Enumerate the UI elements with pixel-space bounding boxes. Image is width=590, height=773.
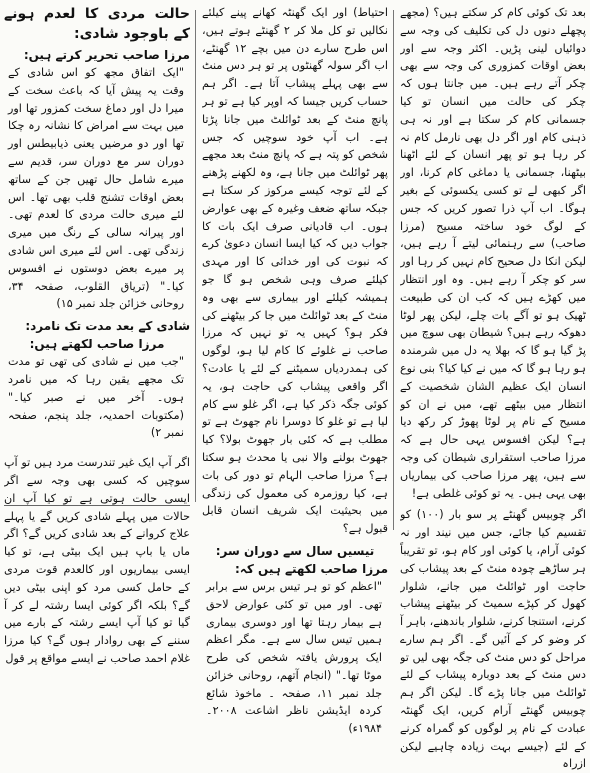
- urdu-document-page: [4, 4, 586, 769]
- section-heading: شادی کے بعد مدت تک نامرد:: [25, 319, 190, 334]
- block-quote: "جب میں نے شادی کی تھی تو مدت تک مجھے یقین رہا کہ میں نامرد ہوں۔ آخر میں نے صبر کیا۔" (مکتوبات احمدیہ، جلد پنجم، صفحہ نمبر ۲): [8, 355, 184, 440]
- horizontal-divider: [4, 505, 190, 506]
- section-heading: حالت مردی کا لعدم ہونے کے باوجود شادی:: [4, 6, 190, 42]
- paragraph: اگر چوبیس گھنٹے پر سو بار (۱۰۰) کو تقسیم کیا جائے، جس میں نیند اور نہ کوئی آرام، یا کوئی اور کام ہو، تو تقریباً ہر ساڑھے چودہ منٹ کے بعد پیشاب کی حاجت اور ٹوائلٹ میں جانے، شلوار کھول کر کپڑے سمیٹ کر بیٹھنے پیشاب کرنے، استنجا کرنے، شلوار باندھنے، باہر آ کر وضو کر کے آئیں گے۔ اگر ہم سارے مراحل کو دس منٹ کی جگہ بھی لیں تو دس منٹ کے بعد دوبارہ پیشاب کے لئے ٹوائلٹ میں جانا پڑے گا۔ لیکن اگر ہم چوبیس گھنٹے آرام کریں، ایک گھنٹہ عبادت کے نام پر لوگوں کو گمراہ کرنے کے لئے (جیسے بہت زیادہ چاہیے لیکن ازراہ: [400, 508, 586, 771]
- author-intro: مرزا صاحب تحریر کرتے ہیں:: [23, 48, 190, 62]
- block-quote: "اعظم کو تو ہر تیس برس سے برابر تھی۔ اور میں تو کئی عوارض لاحق ہے بیمار رہتا تھا اور دوسری بیماری ہمیں تیس سال سے ہے۔ مگر اعظم ایک پرورش یافتہ شخص کی طرح موٹا تھا۔" (انجام آتھم، روحانی خزائن جلد نمبر ۱۱، صفحہ ۔ ماخوذ شائع کردہ ایڈیشن ناظر اشاعت ۲۰۰۸۔۱۹۸۴ء): [206, 579, 382, 736]
- section-heading: تیسیں سال سے دوران سر:: [215, 543, 375, 558]
- column-divider: [393, 10, 394, 530]
- column-right: [400, 4, 586, 773]
- paragraph: بعد تک کوئی کام کر سکتے ہیں؟ (مجھے پچھلے دنوں دل کی تکلیف کی وجہ سے دوائیاں لینی پڑیں۔ اکثر وجہ سے اور بعض اوقات کمزوری کی وجہ سے بھی چکر آتے رہے ہیں۔ میں جانتا ہوں کہ چکر کی حالت میں انسان تو کیا جسمانی کام کر سکتا ہے اور نہ ہی ذہنی کام اور اگر دل بھی نارمل کام نہ کر رہا ہو تو پھر انسان کے لئے اٹھنا بیٹھنا، جسمانی یا دماغی کام کرنا، اور اگر کبھی لے تو کسی یکسوئی کے بغیر ہوگا۔ اب آپ ذرا تصور کریں کہ جس کے لوگ خود ساختہ مسیح (مرزا صاحب) سے رہنمائی لیتے آ رہے ہیں، لیکن انکا دل صحیح کام نہیں کر رہا اور سر کو چکر آ رہے ہیں۔ وہ اور انتظار میں کھڑے ہیں کہ کب ان کی طبیعت ٹھیک ہو تو آگے بات چلے، لیکن پھر لوٹا دھوکہ رہے ہیں؟ شیطان بھی سوچ میں پڑ گیا ہو گا کہ بھلا یہ دل میں شرمندہ ہو رہا ہو گا کہ میں نے کیا کیا؟ بنی نوع انسان ایک عظیم الشان شخصیت کے انتظار میں بیٹھے تھے، میں نے ان کو مسیح کے نام پر لوٹا پھوڑ کر رکھ دیا ہے؟ لیکن افسوس یہی حال ہے کہ مرزا صاحب استقراری شیطان کی وجہ سے ہیں، پھر مرزا صاحب کی بیماریاں بھی یہی ہیں۔ یہ تو کوئی غلطی ہے!: [400, 6, 586, 500]
- author-intro: مرزا صاحب لکھتے ہیں کہ:: [235, 561, 388, 576]
- column-left: [4, 4, 190, 668]
- column-middle: [202, 4, 388, 738]
- column-divider: [195, 10, 196, 502]
- paragraph: اگر آپ ایک غیر تندرست مرد ہیں تو آپ سوچیں کہ کسی بھی وجہ سے اگر ایسی حالت ہوتی ہے تو کیا آپ ان حالات میں پہلے شادی کریں گے یا پہلے علاج کروانے کے بعد شادی کریں گے؟ اگر ماں یا باپ ہیں ایک بیٹی ہے، تو کیا ایسی بیماریوں اور کالعدم قوت مردی کے حامل کسی مرد کو اپنی بیٹی دیں گے؟ بلکہ اگر کوئی ایسا رشتہ لے کر آ گیا تو کیا آپ ایسے رشتہ کے بارے میں سننے کے بھی روادار ہوں گے؟ کیا مرزا غلام احمد صاحب نے ایسے مواقع پر قول: [4, 456, 190, 665]
- block-quote: "ایک اتفاق مجھ کو اس شادی کے وقت یہ پیش آیا کہ باعث سخت کے میرا دل اور دماغ سخت کمزور تھا اور میں بہت سے امراض کا نشانہ رہ چکا تھا اور دو مرضیں یعنی ذیابیطس اور دوران سر مع دوران سر، قدیم سے میرے شامل حال تھیں جن کے ساتھ بعض اوقات تشنج قلب بھی تھا۔ اس لئے میری حالت مردی کا لعدم تھی۔ اور پیرانہ سالی کے رنگ میں میری زندگی تھی۔ اس لئے میری اس شادی پر میرے بعض دوستوں نے افسوس کیا۔" (تریاق القلوب، صفحہ ۳۴، روحانی خزائن جلد نمبر ۱۵): [8, 66, 184, 311]
- author-intro: مرزا صاحب لکھتے ہیں:: [29, 337, 165, 352]
- paragraph: احتیاط) اور ایک گھنٹہ کھانے پینے کیلئے نکالیں تو کل ملا کر ۲ گھنٹے ہوتے ہیں، اس طرح سارے دن میں بچے ۱۲ گھنٹے، اب اگر سولہ گھنٹوں پر تو ہر دس منٹ سے بھی پہلے پیشاب آتا ہے۔ اگر ہم حساب کریں جیسا کہ اوپر کیا ہے تو ہر پانچ منٹ کے بعد ٹوائلٹ میں جانا پڑتا ہے۔ اب آپ خود سوچیں کہ جس شخص کو پتہ ہے کہ پانچ منٹ بعد مجھے پھر ٹوائلٹ میں جانا ہے، وہ لکھنے پڑھنے کے لئے توجہ کیسے مرکوز کر سکتا ہے جبکہ ساتھ ضعف وغیرہ کے بھی عوارض ہوں۔ اب قادیانی صرف ایک بات کا جواب دیں کہ کیا ایسا انسان دعویٰ کرے کہ نبوت کی اور خدائی کا اور مہدی کیلئے صرف وہی شخص ہو گا جو ہمیشہ کیلئے اور بیماری سے بھی وہ منٹ کے بعد ٹوائلٹ میں جا کر بیٹھنے کی فکر ہو؟ کہیں یہ تو نہیں کہ مرزا صاحب نے غلوئے کا کام لیا ہو، لوگوں کی ہمدردیاں سمیٹنے کے لئے یا عادت؟ اگر واقعی پیشاب کی حاجت ہو، یہ کوئی جگہ ذکر کیا ہے، اگر غلو سے کام لیا ہے تو غلو کا دوسرا نام جھوٹ ہے تو مطلب ہے کہ کئی بار جھوٹ بولا؟ کیا جھوٹ بولنے والا نبی یا محدث ہو سکتا ہے؟ مرزا صاحب الہام تو دور کی بات ہے، کیا روزمرہ کی معمول کی زندگی میں بحیثیت ایک شریف انسان قابل قبول ہے؟: [202, 6, 388, 536]
